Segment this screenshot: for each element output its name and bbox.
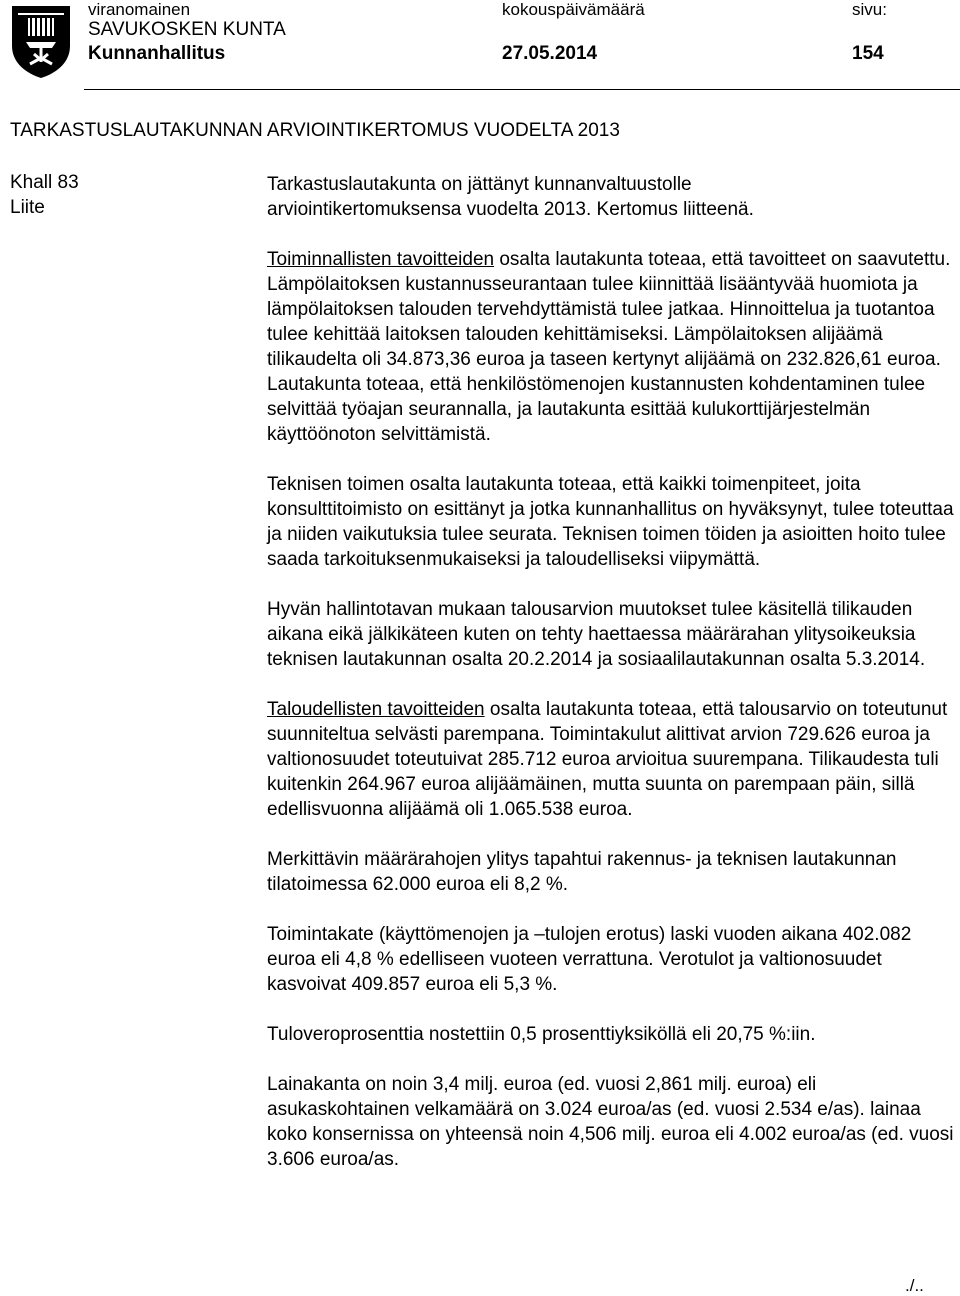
header-label-date: kokouspäivämäärä <box>502 0 645 19</box>
header-date: 27.05.2014 <box>502 43 598 64</box>
header-organization: SAVUKOSKEN KUNTA <box>88 19 286 40</box>
paragraph-good-governance: Hyvän hallintotavan mukaan talousarvion muutokset tulee käsitellä tilikauden aikana eikä jälkikäteen kuten on tehty haettaessa määrärahan ylitysoikeuksia teknisen lautakunnan osalta 20.2.2014 ja sosiaalilautakunnan osalta 5.3.2014. <box>267 599 926 670</box>
header-page-number: 154 <box>852 43 884 64</box>
header-label-official: viranomainen <box>88 0 191 19</box>
paragraph-income-tax: Tuloveroprosenttia nostettiin 0,5 prosenttiyksiköllä eli 20,75 %:iin. <box>267 1024 816 1045</box>
paragraph-loans: Lainakanta on noin 3,4 milj. euroa (ed. vuosi 2,861 milj. euroa) eli asukaskohtainen velkamäärä on 3.024 euroa/as (ed. vuosi 2.534 e/as). lainaa koko konsernissa on yhteensä noin 4,506 milj. euroa eli 4.002 euroa/as (ed. vuosi 3.606 euroa/as. <box>267 1074 954 1170</box>
paragraph-operational-goals <box>267 247 957 447</box>
intro-line-1: Tarkastuslautakunta on jättänyt kunnanvaltuustolle <box>267 174 692 195</box>
financial-goals-heading: Taloudellisten tavoitteiden <box>267 699 485 720</box>
item-attachment-label: Liite <box>10 197 45 218</box>
paragraph-operating-margin: Toimintakate (käyttömenojen ja –tulojen erotus) laski vuoden aikana 402.082 euroa eli 4,8 % edelliseen vuoteen verrattuna. Verotulot ja valtionosuudet kasvoivat 409.857 euroa eli 5,3 %. <box>267 924 912 995</box>
header-body: Kunnanhallitus <box>88 43 226 64</box>
municipal-crest-logo <box>8 2 74 80</box>
operational-goals-text: osalta lautakunta toteaa, että tavoitteet on saavutettu. Lämpölaitoksen kustannusseurantaan tulee kiinnittää lisääntyvää huomiota ja lämpölaitoksen talouden tervehdyttämistä tulee jatkaa. Hinnoittelua ja tuotantoa tulee kehittää laitoksen talouden kehittämiseksi. Lämpölaitoksen alijäämä tilikaudelta oli 34.873,36 euroa ja taseen kertynyt alijäämä on 232.826,61 euroa. Lautakunta toteaa, että henkilöstömenojen kustannusten kohdentaminen tulee selvittää työajan seurannalla, ja lautakunta esittää kulukorttijärjestelmän käyttöönoton selvittämistä. <box>267 249 951 445</box>
header-label-page: sivu: <box>852 0 887 19</box>
header-divider <box>84 89 960 90</box>
paragraph-appropriation-overrun: Merkittävin määrärahojen ylitys tapahtui rakennus- ja teknisen lautakunnan tilatoimessa 62.000 euroa eli 8,2 %. <box>267 849 897 895</box>
financial-goals-text: osalta lautakunta toteaa, että talousarvio on toteutunut suunniteltua selvästi parempana. Toimintakulut alittivat arvion 729.626 euroa ja valtionosuudet toteutuivat 285.712 euroa arvioitua suurempana. Tilikaudesta tuli kuitenkin 264.967 euroa alijäämäinen, mutta suunta on parempaan päin, sillä edellisvuonna alijäämä oli 1.065.538 euroa. <box>267 699 948 820</box>
item-reference: Khall 83 <box>10 172 79 193</box>
body-text <box>267 172 957 1172</box>
continuation-mark: ./.. <box>905 1276 924 1295</box>
document-title: TARKASTUSLAUTAKUNNAN ARVIOINTIKERTOMUS VUODELTA 2013 <box>10 120 620 141</box>
paragraph-financial-goals <box>267 697 957 822</box>
paragraph-technical-services: Teknisen toimen osalta lautakunta toteaa, että kaikki toimenpiteet, joita konsulttitoimisto on esittänyt ja jotka kunnanhallitus on hyväksynyt, tulee toteuttaa ja niiden vaikutuksia tulee seurata. Teknisen toimen töiden ja asioitten hoito tulee saada tarkoituksenmukaiseksi ja taloudelliseksi viipymättä. <box>267 474 954 570</box>
intro-line-2: arviointikertomuksensa vuodelta 2013. Kertomus liitteenä. <box>267 199 754 220</box>
operational-goals-heading: Toiminnallisten tavoitteiden <box>267 249 495 270</box>
